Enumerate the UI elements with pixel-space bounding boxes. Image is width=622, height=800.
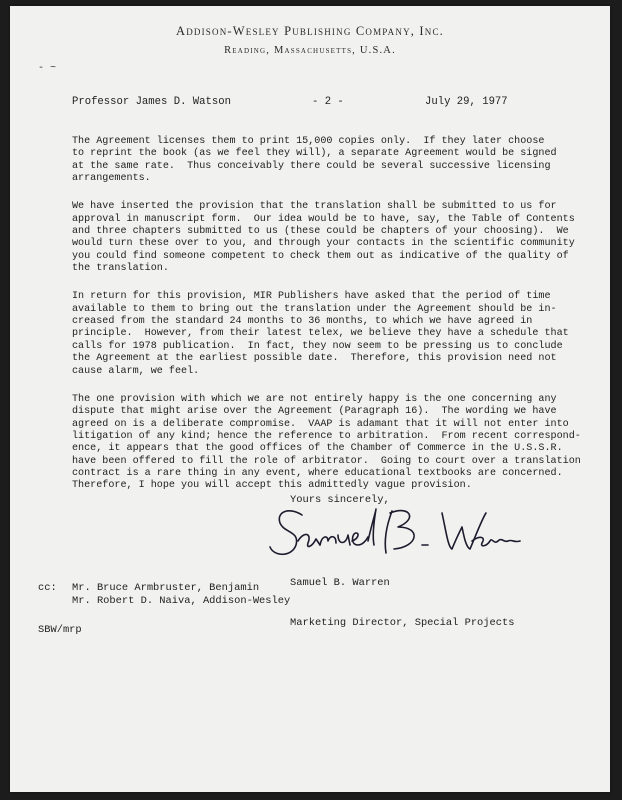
cc-row bbox=[38, 595, 290, 608]
letterhead bbox=[10, 24, 610, 56]
recipient-name: Professor James D. Watson bbox=[72, 96, 231, 108]
paragraph: The one provision with which we are not entirely happy is the one concerning any dispute that might arise over the Agreement (Paragraph 16). The wording we have agreed on is a deliberate compromise. VAAP is adamant that it will not enter into litigation of any kind; hence the reference to arbitration. From recent correspond- ence, it appears that the good offices of the Chamber of Commerce in the U.S.S.R. have been offered to fill the role of arbitrator. Going to court over a translation contract is a rare thing in any event, where educational textbooks are concerned. Therefore, I hope you will accept this admittedly vague provision. bbox=[72, 393, 581, 492]
paragraph: The Agreement licenses them to print 15,000 copies only. If they later choose to reprint the book (as we feel they will), a separate Agreement would be signed at the same rate. Thus conceivably there could be several successive licensing arrangements. bbox=[72, 136, 557, 185]
cc-label: cc: bbox=[38, 582, 57, 594]
signer-title: Marketing Director, Special Projects bbox=[290, 617, 515, 630]
cc-row bbox=[38, 582, 290, 595]
signer-name: Samuel B. Warren bbox=[290, 576, 390, 589]
paragraph: In return for this provision, MIR Publishers have asked that the period of time available to them to bring out the translation under the Agreement should be in- creased from the standard 24 months to 36 months, to which we have agreed in principle. However, from their latest telex, we believe they have a schedule that calls for 1978 publication. In fact, they now seem to be pressing us to conclude the Agreement at the earliest possible date. Therefore, this provision need not cause alarm, we feel. bbox=[72, 291, 569, 377]
cc-list bbox=[38, 582, 290, 609]
letter-body bbox=[72, 136, 581, 509]
signer-block bbox=[290, 550, 514, 657]
cc-recipient: Mr. Robert D. Naiva, Addison-Wesley bbox=[72, 595, 291, 608]
letter-date: July 29, 1977 bbox=[425, 96, 508, 108]
letter-page bbox=[10, 6, 610, 792]
paragraph: We have inserted the provision that the translation shall be submitted to us for approval in manuscript form. Our idea would be to have, say, the Table of Contents and three chapters submitted to us (these could be chapters of your choosing). We would turn these over to you, and through your contacts in the scientific community you could find someone competent to check them out as indicative of the quality of the translation. bbox=[72, 201, 575, 275]
margin-mark: - ~ bbox=[38, 63, 57, 74]
cc-recipient: Mr. Bruce Armbruster, Benjamin bbox=[72, 582, 260, 594]
reference-initials: SBW/mrp bbox=[38, 624, 82, 636]
company-name: Addison-Wesley Publishing Company, Inc. bbox=[175, 24, 445, 38]
complimentary-close: Yours sincerely, bbox=[290, 494, 390, 506]
company-address: Reading, Massachusetts, U.S.A. bbox=[224, 45, 396, 56]
page-number: - 2 - bbox=[312, 96, 344, 108]
